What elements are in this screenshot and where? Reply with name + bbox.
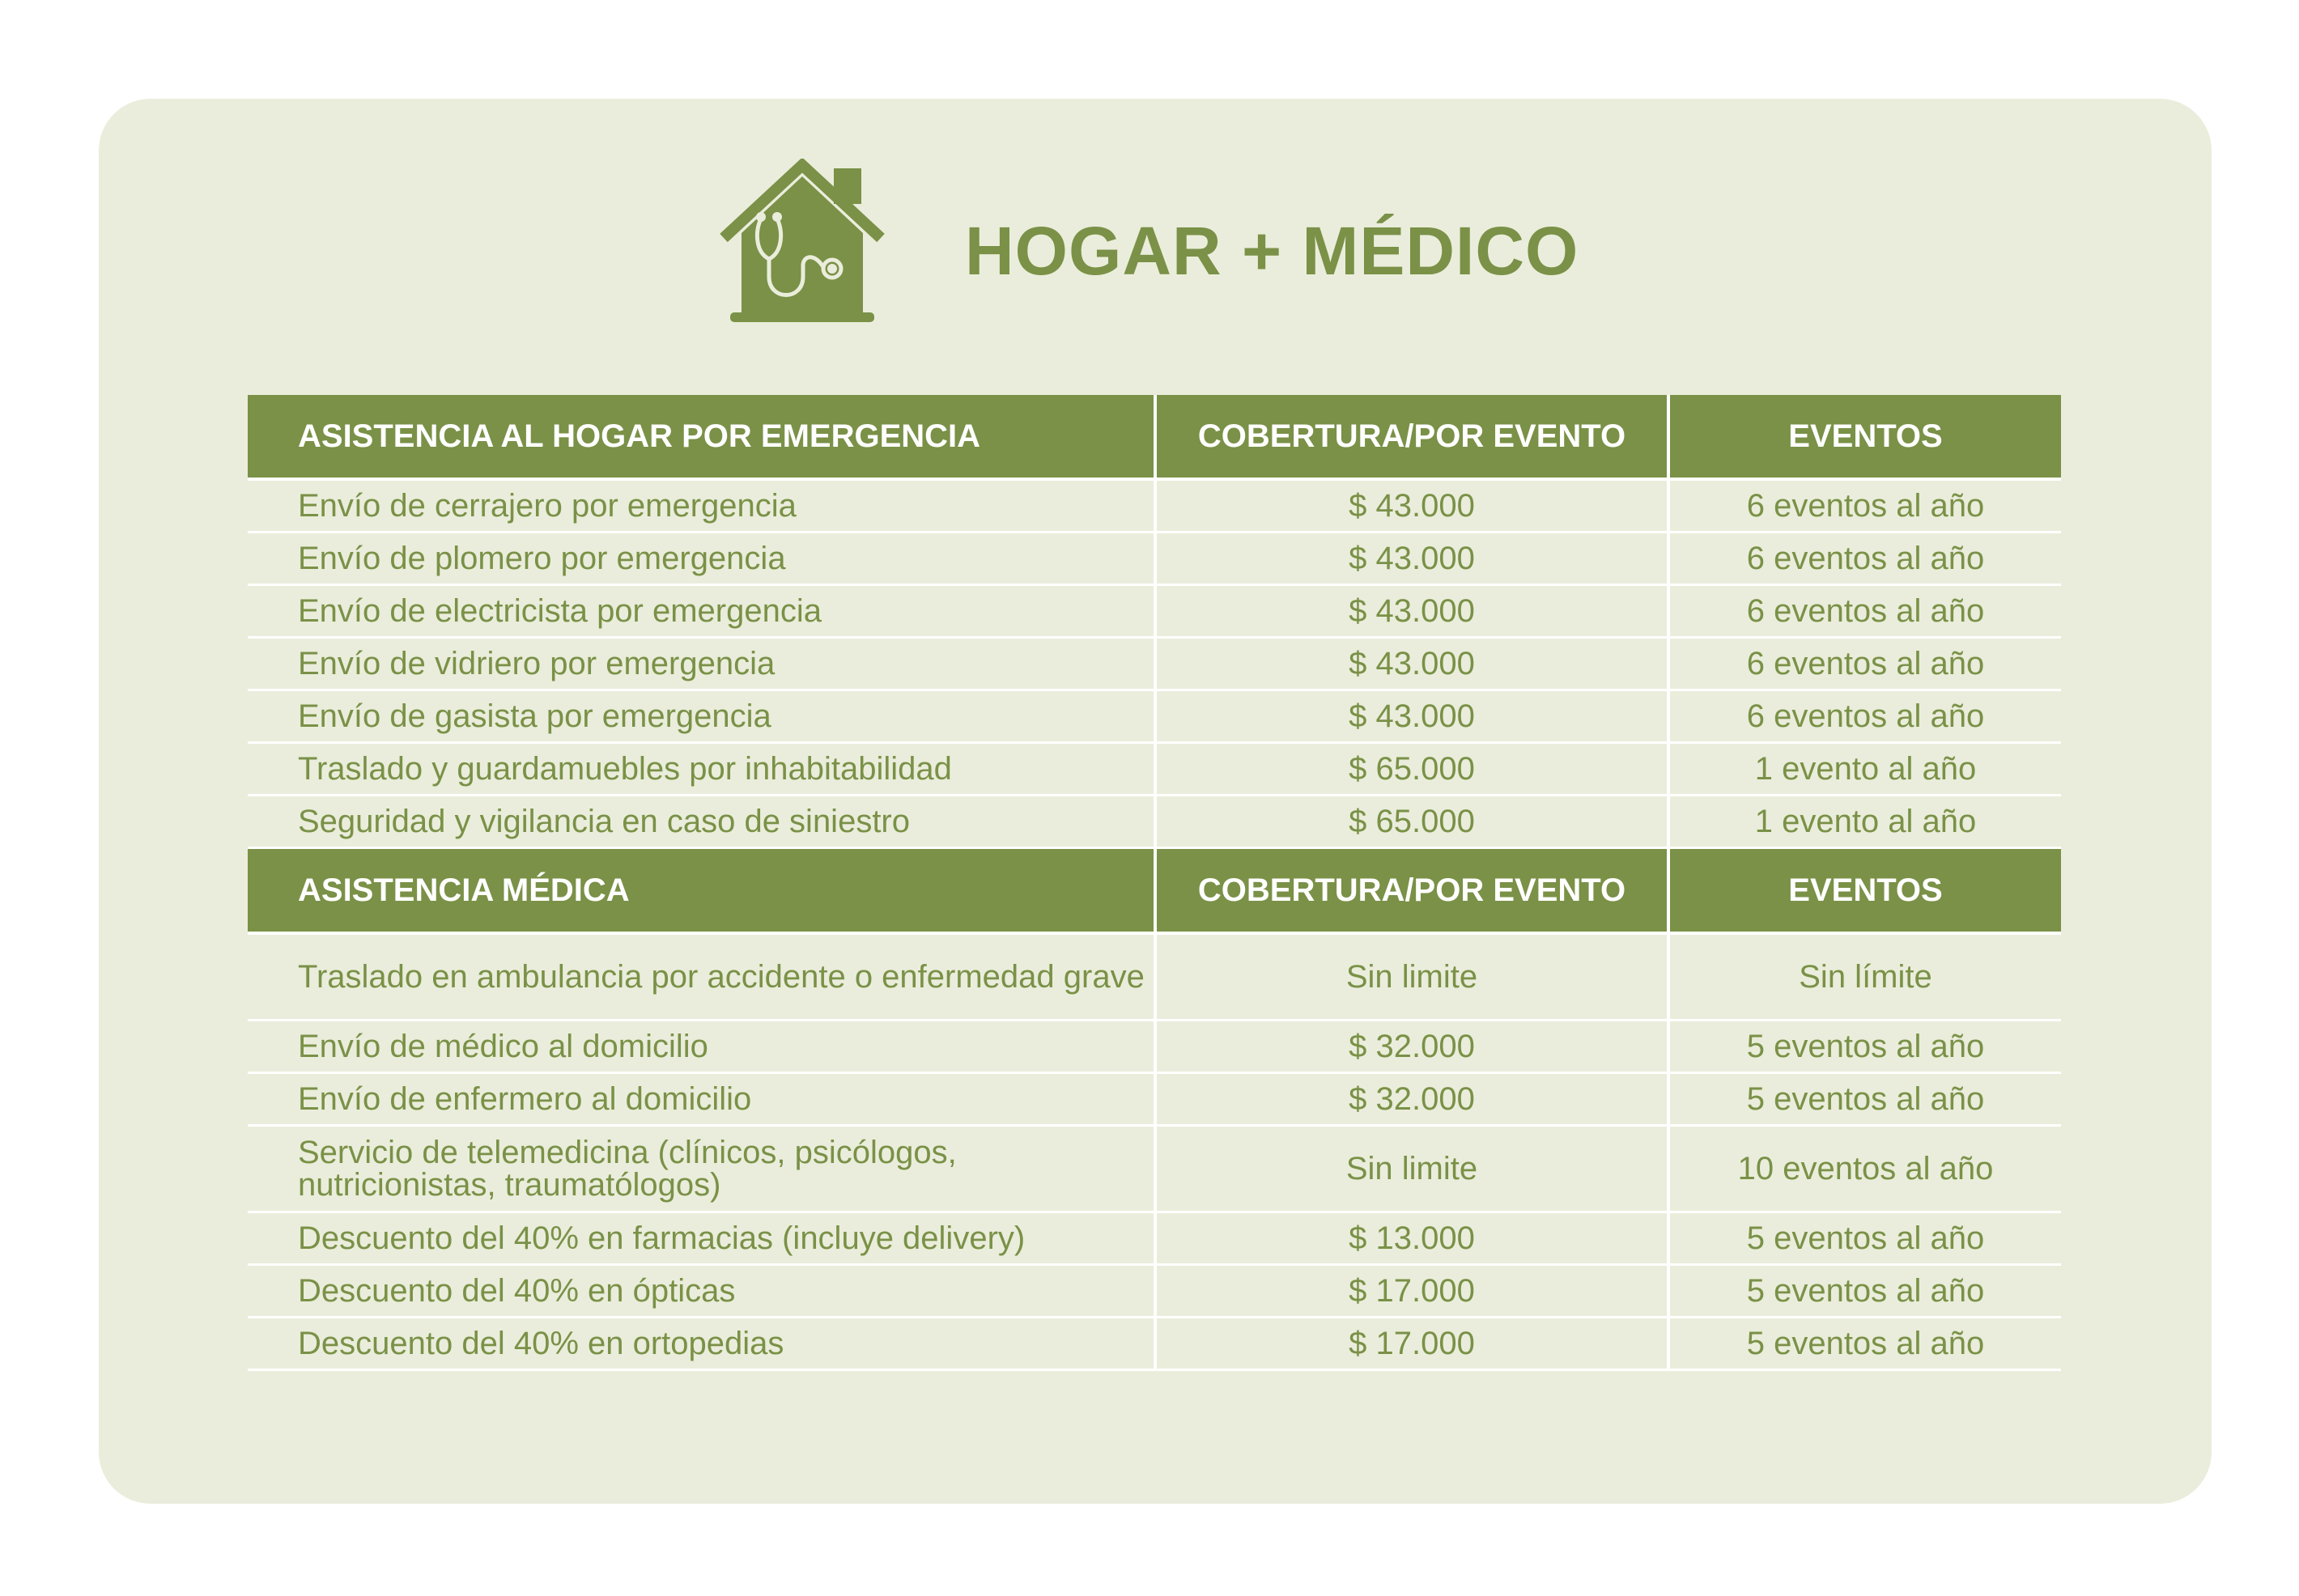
service-cell: Envío de vidriero por emergencia <box>248 638 1155 690</box>
column-header-events: EVENTOS <box>1668 848 2061 934</box>
service-cell: Traslado en ambulancia por accidente o enfermedad grave <box>248 933 1155 1021</box>
coverage-cell: $ 65.000 <box>1155 743 1668 796</box>
service-cell: Traslado y guardamuebles por inhabitabilidad <box>248 743 1155 796</box>
table-row <box>248 1265 2061 1318</box>
table-row <box>248 933 2061 1021</box>
table-row <box>248 796 2061 848</box>
events-cell: 6 eventos al año <box>1668 638 2061 690</box>
events-cell: 6 eventos al año <box>1668 690 2061 743</box>
page-title: HOGAR + MÉDICO <box>965 213 1579 289</box>
service-cell: Envío de enfermero al domicilio <box>248 1073 1155 1126</box>
card-header <box>99 99 2212 342</box>
coverage-cell: $ 32.000 <box>1155 1073 1668 1126</box>
events-cell: 6 eventos al año <box>1668 479 2061 533</box>
table-row <box>248 533 2061 585</box>
table-row <box>248 1126 2061 1212</box>
service-cell: Envío de cerrajero por emergencia <box>248 479 1155 533</box>
service-cell: Envío de electricista por emergencia <box>248 585 1155 638</box>
events-cell: Sin límite <box>1668 933 2061 1021</box>
events-cell: 5 eventos al año <box>1668 1318 2061 1370</box>
coverage-cell: $ 13.000 <box>1155 1212 1668 1265</box>
events-cell: 5 eventos al año <box>1668 1265 2061 1318</box>
events-cell: 1 evento al año <box>1668 796 2061 848</box>
events-cell: 10 eventos al año <box>1668 1126 2061 1212</box>
service-cell: Envío de médico al domicilio <box>248 1021 1155 1073</box>
events-cell: 1 evento al año <box>1668 743 2061 796</box>
column-header-service: ASISTENCIA MÉDICA <box>248 848 1155 934</box>
table-row <box>248 1318 2061 1370</box>
service-cell: Descuento del 40% en ortopedias <box>248 1318 1155 1370</box>
service-cell: Servicio de telemedicina (clínicos, psicólogos, nutricionistas, traumatólogos) <box>248 1126 1155 1212</box>
service-cell: Envío de plomero por emergencia <box>248 533 1155 585</box>
table-row <box>248 638 2061 690</box>
coverage-cell: $ 43.000 <box>1155 585 1668 638</box>
table-row <box>248 479 2061 533</box>
table-row <box>248 1212 2061 1265</box>
column-header-events: EVENTOS <box>1668 395 2061 479</box>
table-row <box>248 585 2061 638</box>
events-cell: 6 eventos al año <box>1668 533 2061 585</box>
coverage-card <box>99 99 2212 1504</box>
service-cell: Envío de gasista por emergencia <box>248 690 1155 743</box>
table-row <box>248 1073 2061 1126</box>
events-cell: 6 eventos al año <box>1668 585 2061 638</box>
table-row <box>248 743 2061 796</box>
coverage-table <box>248 395 2061 1371</box>
service-cell: Descuento del 40% en ópticas <box>248 1265 1155 1318</box>
service-cell: Descuento del 40% en farmacias (incluye delivery) <box>248 1212 1155 1265</box>
coverage-cell: $ 65.000 <box>1155 796 1668 848</box>
service-cell: Seguridad y vigilancia en caso de siniestro <box>248 796 1155 848</box>
table-row <box>248 1021 2061 1073</box>
coverage-cell: Sin limite <box>1155 1126 1668 1212</box>
column-header-coverage: COBERTURA/POR EVENTO <box>1155 848 1668 934</box>
house-stethoscope-icon <box>719 159 886 327</box>
events-cell: 5 eventos al año <box>1668 1073 2061 1126</box>
section-header-row <box>248 848 2061 934</box>
coverage-cell: Sin limite <box>1155 933 1668 1021</box>
coverage-cell: $ 43.000 <box>1155 533 1668 585</box>
column-header-service: ASISTENCIA AL HOGAR POR EMERGENCIA <box>248 395 1155 479</box>
table-row <box>248 690 2061 743</box>
section-header-row <box>248 395 2061 479</box>
coverage-cell: $ 32.000 <box>1155 1021 1668 1073</box>
events-cell: 5 eventos al año <box>1668 1021 2061 1073</box>
coverage-cell: $ 43.000 <box>1155 638 1668 690</box>
coverage-cell: $ 17.000 <box>1155 1265 1668 1318</box>
coverage-cell: $ 43.000 <box>1155 690 1668 743</box>
events-cell: 5 eventos al año <box>1668 1212 2061 1265</box>
coverage-cell: $ 17.000 <box>1155 1318 1668 1370</box>
coverage-cell: $ 43.000 <box>1155 479 1668 533</box>
column-header-coverage: COBERTURA/POR EVENTO <box>1155 395 1668 479</box>
